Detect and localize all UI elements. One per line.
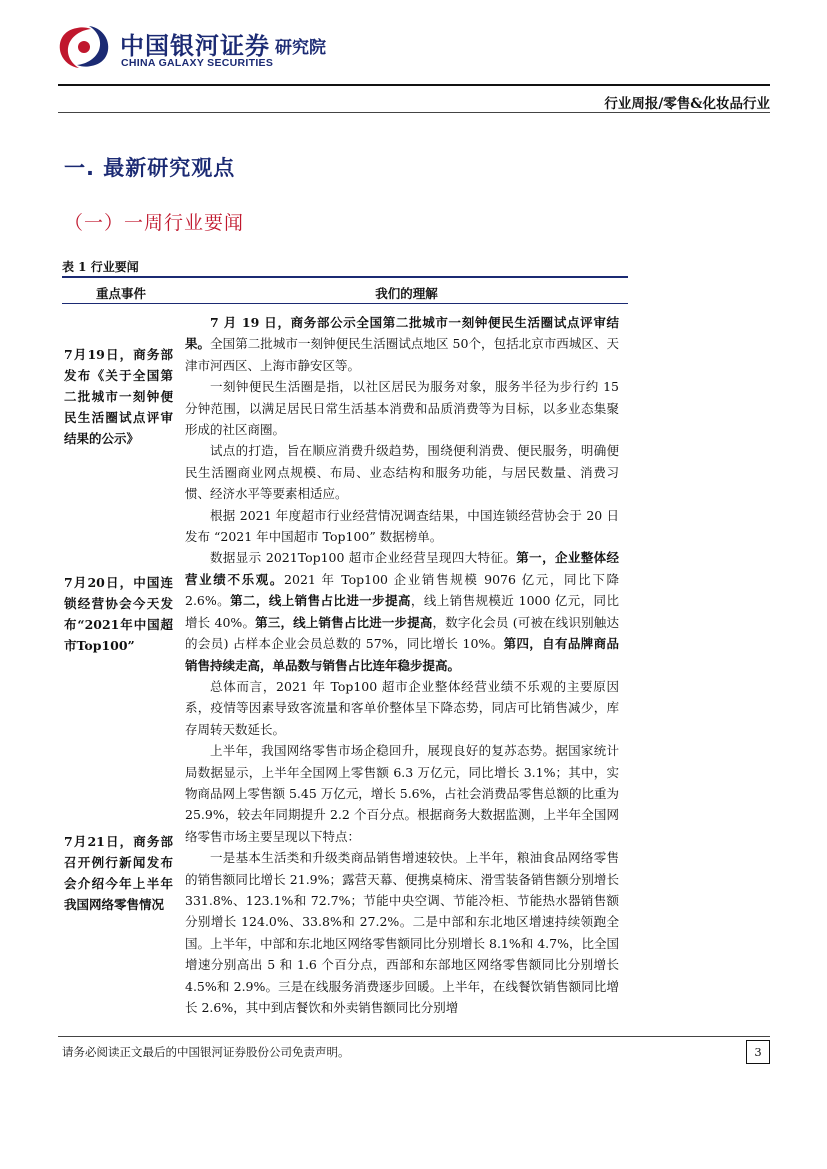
- paragraph: 一刻钟便民生活圈是指，以社区居民为服务对象，服务半径为步行约 15 分钟范围，以满足居民日常生活基本消费和品质消费等为目标，以多业态集聚形成的社区商圈。: [185, 379, 619, 438]
- galaxy-logo-icon: [55, 24, 113, 70]
- section-heading: 一. 最新研究观点: [64, 156, 236, 180]
- paragraph-bold: 第二，线上销售占比进一步提高: [230, 593, 411, 609]
- brand-department: 研究院: [275, 38, 326, 58]
- paragraph-text: 数据显示 2021Top100 超市企业经营呈现四大特征。: [210, 550, 517, 566]
- page-number: 3: [746, 1040, 770, 1064]
- paragraph-text: ，数字化会员 (可被在线识别触达的会员) 占样本企业会员总数的 57%，同比增长 10%。: [185, 614, 619, 652]
- paragraph-bold: 第四，自有品牌商品销售持续走高，单品数与销售占比连年稳步提高。: [185, 636, 619, 673]
- paragraph: 根据 2021 年度超市行业经营情况调查结果，中国连锁经营协会于 20 日发布 “2021 年中国超市 Top100” 数据榜单。: [185, 507, 619, 545]
- table-top-rule: [62, 276, 628, 278]
- event-cell-2: 7月20日，中国连锁经营协会今天发布“2021年中国超市Top100”: [64, 575, 173, 653]
- table-caption: 表 1 行业要闻: [62, 260, 139, 274]
- paragraph-bold: 第一，企业整体经营业绩不乐观。: [185, 550, 619, 587]
- paragraph-bold: 第三，线上销售占比进一步提高: [255, 614, 433, 630]
- column-header-view: 我们的理解: [375, 286, 438, 301]
- paragraph-text: 全国第二批城市一刻钟便民生活圈试点地区 50个，包括北京市西城区、天津市河西区、上海市静安区等。: [185, 336, 619, 373]
- report-type: 行业周报/零售&化妆品行业: [604, 96, 770, 112]
- subsection-heading: （一）一周行业要闻: [64, 212, 245, 234]
- disclaimer: 请务必阅读正文最后的中国银河证券股份公司免责声明。: [62, 1045, 350, 1059]
- event-cell-3: 7月21日，商务部召开例行新闻发布会介绍今年上半年我国网络零售情况: [64, 834, 173, 912]
- paragraph: 总体而言，2021 年 Top100 超市企业整体经营业绩不乐观的主要原因系，疫情等因素导致客流量和客单价整体呈下降态势，同店可比销售减少，库存周转天数延长。: [185, 678, 619, 737]
- paragraph-text: ，线上销售规模近 1000 亿元，同比增长 40%。: [185, 593, 619, 630]
- brand-name-cn: 中国银河证券: [120, 32, 270, 60]
- paragraph: 一是基本生活类和升级类商品销售增速较快。上半年，粮油食品网络零售的销售额同比增长 21.9%；露营天幕、便携桌椅床、滑雪装备销售额分别增长 331.8%、123.1%和 72.7%；节能中央空调、节能冷柜、节能热水器销售额分别增长 124.0%、33.8%和 27.2%。二是中部和东北地区增速持续领跑全国。上半年，中部和东北地区网络零售额同比分别增长 8.1%和 4.7%，比全国增速分别高出 5 和 1.6 个百分点，西部和东部地区网络零售额同比分别增长 4.5%和 2.9%。三是在线服务消费逐步回暖。上半年，在线餐饮销售额同比增长 2.6%，其中到店餐饮和外卖销售额同比分别增: [185, 850, 619, 1015]
- header-divider-secondary: [58, 112, 770, 113]
- footer-divider: [58, 1036, 770, 1037]
- paragraph: [185, 547, 619, 675]
- brand-name-en: CHINA GALAXY SECURITIES: [121, 57, 274, 69]
- paragraph-text: 2021 年 Top100 企业销售规模 9076 亿元，同比下降 2.6%。: [185, 571, 619, 609]
- table-header-rule: [62, 303, 628, 304]
- analysis-column: [185, 312, 619, 1018]
- header-divider: [58, 84, 770, 86]
- paragraph: 上半年，我国网络零售市场企稳回升，展现良好的复苏态势。据国家统计局数据显示，上半年全国网上零售额 6.3 万亿元，同比增长 3.1%；其中，实物商品网上零售额 5.45 万亿元，增长 5.6%，占社会消费品零售总额的比重为 25.9%，较去年同期提升 2.2 个百分点。根据商务大数据监测，上半年全国网络零售市场主要呈现以下特点：: [185, 743, 620, 844]
- paragraph: 试点的打造，旨在顺应消费升级趋势，围绕便利消费、便民服务，明确便民生活圈商业网点规模、布局、业态结构和服务功能，与居民数量、消费习惯、经济水平等要素相适应。: [185, 443, 619, 502]
- paragraph-bold: 7 月 19 日，商务部公示全国第二批城市一刻钟便民生活圈试点评审结果。: [185, 315, 619, 352]
- event-cell-1: 7月19日，商务部发布《关于全国第二批城市一刻钟便民生活圈试点评审结果的公示》: [64, 347, 173, 446]
- paragraph: [185, 312, 619, 376]
- column-header-event: 重点事件: [95, 286, 146, 301]
